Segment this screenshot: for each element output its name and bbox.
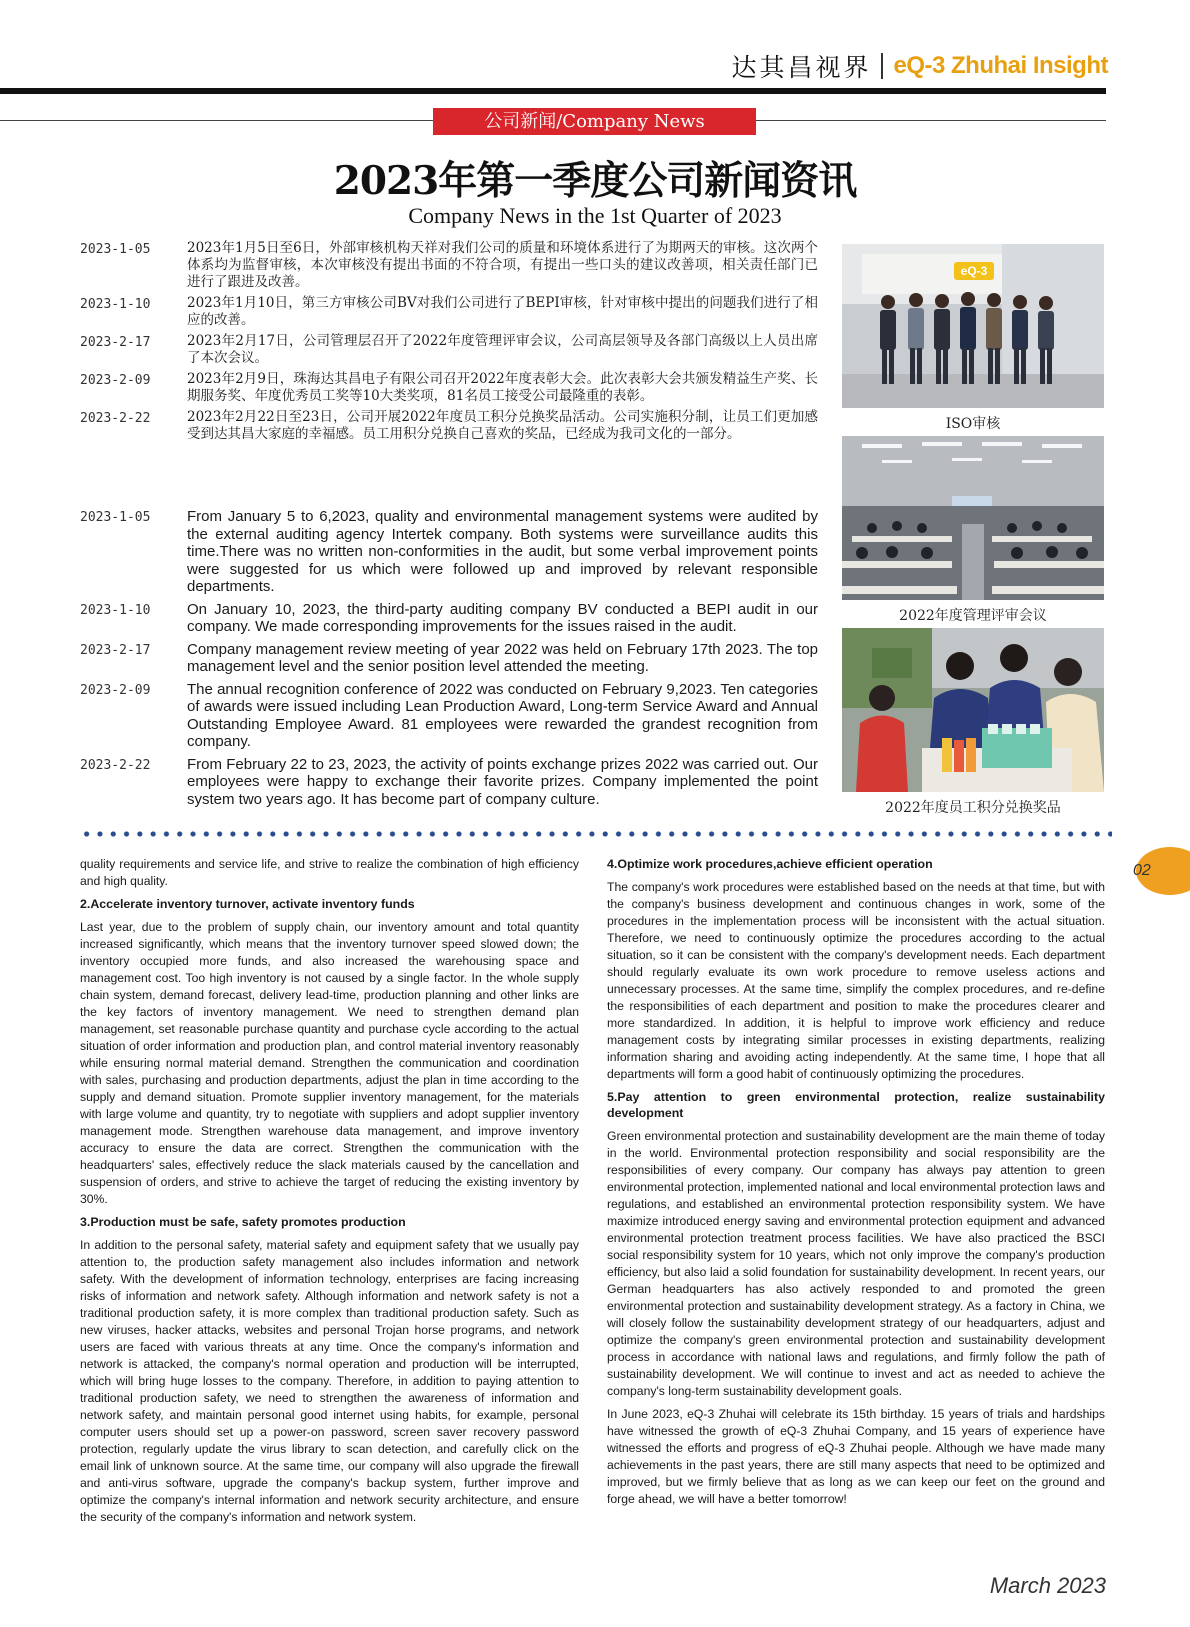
news-text: 2023年1月5日至6日，外部审核机构天祥对我们公司的质量和环境体系进行了为期两天的审核。这次两个体系均为监督审核，本次审核没有提出书面的不符合项，有提出一些口头的建议改善项，相关责任部门已进行了跟进及改善。 [187,240,818,290]
dotted-divider [80,828,1112,840]
iso-audit-image [842,244,1104,408]
news-text: From February 22 to 23, 2023, the activity of points exchange prizes 2022 was carried out. Our employees were happy to exchange their favorite prizes. Company implemented the point system two years ago. It has become part of company culture. [187,755,818,808]
paragraph: The company's work procedures were established based on the needs at that time, but with the company's business development and continuous changes in work, some of the procedures in the implementation process will be inconsistent with the actual situation. Therefore, we need to continuously optimize the procedures according to the actual situation, so it can be consistent with the company's development needs. Each department should regularly evaluate its own work procedure to remove useless actions and unnecessary processes. At the same time, simplify the complex procedures, and re-define the responsibilities of each department and position to make the procedures clearer and more standardized. In addition, it is helpful to improve work efficiency and reduce management costs by integrating similar processes in existing departments, realizing information sharing and avoiding acting independently. At the same time, I hope that all departments will form a good habit of continuously optimizing the procedures. [607,880,1105,1081]
paragraph: Green environmental protection and sustainability development are the main theme of today in the world. Environmental protection responsibility and social responsibility are the responsibilities of every company. Our company has always pay attention to green environmental protection, implemented national and local environmental protection laws and regulations, and established an environmental protection responsibility system. We have maximize introduced energy saving and environmental protection equipment and advanced environmental protection treatment process facilities. We have also practiced the BSCI social responsibility system for 10 years, which not only improve the company's production efficiency, but also laid a solid foundation for sustainability development. In recent years, our German headquarters has also actively responded to and promoted the green environmental protection and sustainability development strategy. As a factory in China, we will closely follow the sustainability development strategy of our headquarters, adjust and optimize the company's green environmental protection and sustainability development process in accordance with national laws and regulations, and firmly follow the path of sustainability development. We will continue to invest and act as needed to achieve the company's long-term sustainability development goals. [607,1129,1105,1398]
photo-points-exchange [842,628,1104,792]
news-date: 2023-2-17 [80,642,151,658]
section-heading: 4.Optimize work procedures,achieve efficient operation [607,857,933,871]
news-item [80,371,818,405]
masthead-cn: 达其昌视界 [731,53,872,82]
news-item [80,295,818,329]
top-rule [0,88,1106,94]
caption-points-exchange: 2022年度员工积分兑换奖品 [885,800,1061,816]
paragraph: quality requirements and service life, and strive to realize the combination of high efficiency and high quality. [80,857,579,888]
page-title: 2023年第一季度公司新闻资讯 [333,158,857,204]
caption-management-review: 2022年度管理评审会议 [899,608,1047,624]
news-list-cn [80,240,818,447]
paragraph: In addition to the personal safety, material safety and equipment safety that we usually pay attention to, the production safety management also includes information and network safety. With the development of information technology, enterprises are facing increasing risks of information and network safety. Although information and network safety is not a traditional production safety, it is more complex than traditional production safety. Such as new viruses, hacker attacks, websites and personal Trojan horse programs, and network users are faced with various threats at any time. Once the company's information and network is attacked, the company's normal operation and production will be interrupted, which will bring huge losses to the company. Therefore, in addition to paying attention to traditional production safety, we need to strengthen the awareness of information and network safety, and maintain personal good internet using habits, for example, personal computer users should set up a power-on password, screen saver recovery password protection, regularly update the virus library to scan detection, and carefully click on the email link of unknown source. At the same time, our company will also upgrade the firewall and anti-virus software, upgrade the company's backup system, further improve and optimize the company's internal information and network security architecture, and ensure the security of the company's information and network system. [80,1238,579,1524]
news-text: 2023年2月17日，公司管理层召开了2022年度管理评审会议，公司高层领导及各部门高级以上人员出席了本次会议。 [187,333,818,366]
section-heading: 2.Accelerate inventory turnover, activate inventory funds [80,897,415,911]
news-text: 2023年2月9日，珠海达其昌电子有限公司召开2022年度表彰大会。此次表彰大会共颁发精益生产奖、长期服务奖、年度优秀员工奖等10大类奖项，81名员工接受公司最隆重的表彰。 [187,371,818,404]
news-text: 2023年1月10日，第三方审核公司BV对我们公司进行了BEPI审核，针对审核中提出的问题我们进行了相应的改善。 [187,295,818,328]
points-exchange-image [842,628,1104,792]
news-item [80,333,818,367]
svg-text:eQ-3: eQ-3 [960,264,988,278]
news-date: 2023-1-10 [80,602,151,618]
news-item [80,409,818,443]
news-date: 2023-1-05 [80,242,151,257]
news-date: 2023-2-22 [80,411,151,426]
section-heading: 3.Production must be safe, safety promotes production [80,1215,406,1229]
news-date: 2023-2-17 [80,335,151,350]
news-text: The annual recognition conference of 2022 was conducted on February 9,2023. Ten categories of awards were issued including Lean Production Award, Long-term Service Award and Annual Outstanding Employee Award. 81 employees were rewarded the grandest recognition from company. [187,680,818,750]
news-item [80,681,818,751]
paragraph: Last year, due to the problem of supply chain, our inventory amount and total quantity increased significantly, which means that the inventory turnover speed slowed down; the inventory occupied more funds, and also increased the warehousing space and management cost. Too high inventory is not caused by a single factor. In the whole supply chain system, demand forecast, delivery lead-time, production planning and other links are the key factors of inventory management. We need to strengthen demand plan management, set reasonable purchase quantity and purchase cycle according to the actual situation of order information and production plan, and control material inventory reasonably while ensuring normal material demand. Strengthen the communication and coordination with sales, purchasing and production departments, adjust the plan in time according to the supply and demand situation. Promote supplier inventory management, for the materials with large volume and quantity, try to negotiate with suppliers and adopt supplier inventory management mode. Strengthen warehouse data management, and improve inventory accuracy to ensure the data are correct. Strengthen the communication with the headquarters' sales, effectively reduce the slack materials caused by the cancellation and suspension of orders, and strive to achieve the target of reducing the existing inventory by 30%. [80,920,579,1206]
section-tag: 公司新闻/Company News [433,108,756,135]
news-text: Company management review meeting of year 2022 was held on February 17th 2023. The top management level and the senior position level attended the meeting. [187,640,818,675]
caption-iso-audit: ISO审核 [945,416,1001,432]
page-subtitle: Company News in the 1st Quarter of 2023 [408,203,782,228]
news-item [80,240,818,291]
article-column-left [80,856,579,1532]
masthead-separator [881,53,883,79]
news-item [80,641,818,676]
page-number: 02 [1133,862,1151,879]
news-date: 2023-2-09 [80,682,151,698]
news-date: 2023-2-22 [80,757,151,773]
news-text: On January 10, 2023, the third-party auditing company BV conducted a BEPI audit in our company. We made corresponding improvements for the issues raised in the audit. [187,600,818,635]
photo-iso-audit [842,244,1104,408]
masthead [731,48,1108,84]
news-text: From January 5 to 6,2023, quality and environmental management systems were audited by the external auditing agency Intertek company. Both systems were surveillance audits this time.There was no written non-conformities in the audit, but some verbal improvement points were suggested for us which were followed up and improved by relevant responsible departments. [187,508,818,595]
photo-management-review [842,436,1104,600]
article-column-right [607,856,1105,1514]
section-heading: 5.Pay attention to green environmental protection, realize sustainability development [607,1090,1105,1120]
news-item [80,601,818,636]
news-date: 2023-1-10 [80,297,151,312]
management-review-image [842,436,1104,600]
news-list-en [80,508,818,813]
news-item [80,508,818,596]
issue-date: March 2023 [989,1573,1106,1598]
news-date: 2023-2-09 [80,373,151,388]
news-text: 2023年2月22日至23日，公司开展2022年度员工积分兑换奖品活动。公司实施积分制，让员工们更加感受到达其昌大家庭的幸福感。员工用积分兑换自己喜欢的奖品，已经成为我司文化的一部分。 [187,409,818,442]
masthead-en: eQ-3 Zhuhai Insight [893,52,1108,79]
news-item [80,756,818,809]
paragraph: In June 2023, eQ-3 Zhuhai will celebrate its 15th birthday. 15 years of trials and hardships have witnessed the growth of eQ-3 Zhuhai Company, and 15 years of experience have witnessed the efforts and progress of eQ-3 Zhuhai people. Although we have made many achievements in the past years, there are still many aspects that need to be optimized and improved, but we firmly believe that as long as we can keep our feet on the ground and forge ahead, we will have a better tomorrow! [607,1407,1105,1506]
news-date: 2023-1-05 [80,510,151,525]
